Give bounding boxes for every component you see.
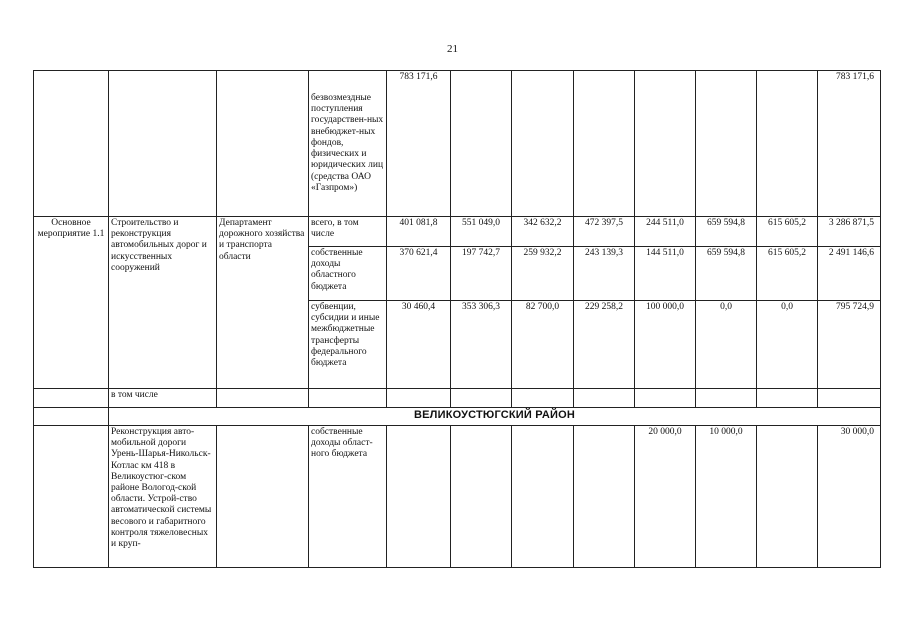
value-cell (696, 71, 757, 217)
cell-empty (512, 389, 574, 408)
value-cell (451, 426, 512, 568)
value-cell: 342 632,2 (512, 217, 574, 247)
value-cell: 0,0 (696, 301, 757, 389)
cell-empty (34, 426, 109, 568)
table-row (34, 389, 881, 408)
value-cell: 229 258,2 (574, 301, 635, 389)
value-cell: 82 700,0 (512, 301, 574, 389)
total-value-cell: 2 491 146,6 (818, 247, 881, 301)
value-cell (757, 71, 818, 217)
value-cell (574, 71, 635, 217)
value-cell: 401 081,8 (387, 217, 451, 247)
cell-empty (217, 389, 309, 408)
value-cell (757, 426, 818, 568)
value-cell: 243 139,3 (574, 247, 635, 301)
value-cell: 615 605,2 (757, 247, 818, 301)
project-name-cell (109, 426, 217, 568)
value-cell: 615 605,2 (757, 217, 818, 247)
value-cell: 370 621,4 (387, 247, 451, 301)
value-cell (512, 426, 574, 568)
table-row (34, 408, 881, 426)
cell-empty (34, 71, 109, 217)
value-cell: 197 742,7 (451, 247, 512, 301)
value-cell (574, 426, 635, 568)
total-value-cell: 3 286 871,5 (818, 217, 881, 247)
cell-empty (451, 389, 512, 408)
measure-name-cell: Строительство и реконструкция автомобильных дорог и искусственных сооружений (109, 217, 217, 389)
table-row (34, 71, 881, 217)
cell-empty (757, 389, 818, 408)
project-name: Реконструкция авто-мобильной дороги Урень-Шарья-Никольск-Котлас км 418 в Великоустюг-ском районе Вологод-ской области. Устрой-ство автоматической системы весового и габаритного контроля тяжеловесных и круп- (111, 427, 212, 550)
cell-empty (217, 71, 309, 217)
table-row (34, 426, 881, 568)
funding-source-cell: собственные доходы област-ного бюджета (309, 426, 387, 568)
value-cell (451, 71, 512, 217)
value-cell: 259 932,2 (512, 247, 574, 301)
funding-source-cell: всего, в том числе (309, 217, 387, 247)
value-cell: 144 511,0 (635, 247, 696, 301)
executor-cell: Департамент дорожного хозяйства и транспорта области (217, 217, 309, 389)
value-cell: 353 306,3 (451, 301, 512, 389)
value-cell: 783 171,6 (387, 71, 451, 217)
region-header: ВЕЛИКОУСТЮГСКИЙ РАЙОН (109, 408, 881, 426)
cell-empty (818, 389, 881, 408)
total-value-cell: 30 000,0 (818, 426, 881, 568)
measure-label-cell: Основное мероприятие 1.1 (34, 217, 109, 389)
total-value-cell: 795 724,9 (818, 301, 881, 389)
cell-empty (574, 389, 635, 408)
cell-empty (309, 389, 387, 408)
value-cell: 472 397,5 (574, 217, 635, 247)
funding-source-cell: субвенции, субсидии и иные межбюджетные трансферты федерального бюджета (309, 301, 387, 389)
value-cell: 244 511,0 (635, 217, 696, 247)
cell-empty (217, 426, 309, 568)
budget-table (33, 70, 881, 568)
value-cell: 20 000,0 (635, 426, 696, 568)
cell-empty (387, 389, 451, 408)
value-cell: 551 049,0 (451, 217, 512, 247)
cell-empty (635, 389, 696, 408)
page-number: 21 (447, 43, 458, 55)
value-cell: 100 000,0 (635, 301, 696, 389)
cell-empty (109, 71, 217, 217)
value-cell: 659 594,8 (696, 247, 757, 301)
funding-source-cell: собственные доходы областного бюджета (309, 247, 387, 301)
value-cell (387, 426, 451, 568)
cell-empty (34, 389, 109, 408)
value-cell (635, 71, 696, 217)
total-value-cell: 783 171,6 (818, 71, 881, 217)
in-that-number-cell: в том числе (109, 389, 217, 408)
value-cell: 30 460,4 (387, 301, 451, 389)
value-cell: 659 594,8 (696, 217, 757, 247)
value-cell: 10 000,0 (696, 426, 757, 568)
table-row (34, 217, 881, 247)
funding-source-cell: безвозмездные поступления государствен-ных внебюджет-ных фондов, физических и юридических лиц (средства ОАО «Газпром») (309, 71, 387, 217)
cell-empty (34, 408, 109, 426)
cell-empty (696, 389, 757, 408)
value-cell: 0,0 (757, 301, 818, 389)
value-cell (512, 71, 574, 217)
